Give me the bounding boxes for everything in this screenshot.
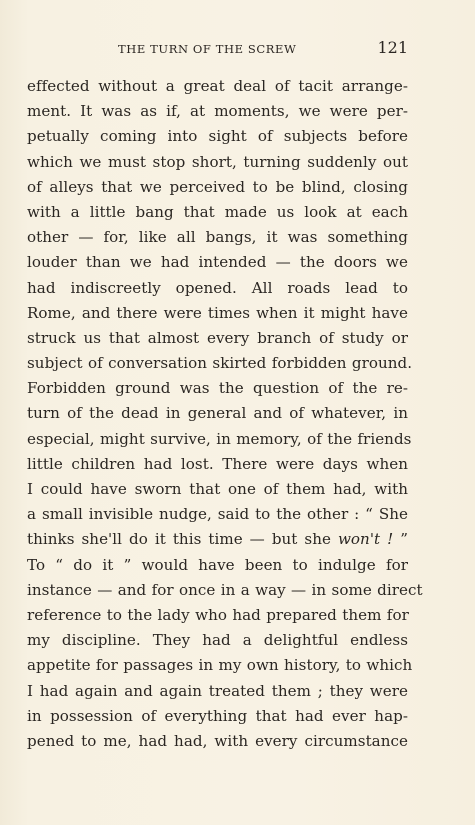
text-line: effected without a great deal of tacit arrange-: [27, 77, 408, 95]
text-line: appetite for passages in my own history, to which: [27, 656, 413, 675]
running-title: THE TURN OF THE SCREW: [118, 42, 297, 56]
text-line-with-italic: [27, 527, 408, 552]
text-line: louder than we had intended — the doors we: [27, 253, 408, 272]
body-text: [27, 74, 423, 754]
text-line: had indiscreetly opened. All roads lead to: [27, 278, 408, 297]
text-line: reference to the lady who had prepared them for: [27, 605, 409, 624]
page-number: 121: [377, 38, 408, 57]
text-line: of alleys that we perceived to be blind, closing: [27, 177, 408, 196]
text-line: which we must stop short, turning suddenly out: [27, 152, 408, 171]
italic-emphasis: won't !: [337, 530, 394, 549]
text-line: in possession of everything that had ever hap-: [27, 706, 408, 725]
text-line: Forbidden ground was the question of the re-: [27, 379, 408, 398]
running-head: [118, 38, 408, 60]
text-line: with a little bang that made us look at each: [27, 202, 408, 221]
text-line: instance — and for once in a way — in some direct: [27, 580, 423, 599]
text-line: Rome, and there were times when it might have: [27, 303, 408, 322]
text-line: To “ do it ” would have been to indulge for: [27, 555, 408, 574]
text-line: petually coming into sight of subjects before: [27, 127, 408, 146]
text-line: a small invisible nudge, said to the other : “ She: [27, 505, 408, 524]
text-line: my discipline. They had a delightful endless: [27, 631, 408, 650]
text-line: especial, might survive, in memory, of the friends: [27, 429, 412, 448]
text-line: struck us that almost every branch of study or: [27, 328, 408, 347]
text-segment: ”: [393, 530, 408, 549]
text-line: I could have sworn that one of them had, with: [27, 480, 408, 498]
text-segment: thinks she'll do it this time — but she: [27, 530, 338, 549]
text-line: I had again and again treated them ; they were: [27, 681, 408, 700]
text-line: ment. It was as if, at moments, we were per-: [27, 102, 408, 121]
text-line: pened to me, had had, with every circumstance: [27, 731, 408, 750]
text-line: little children had lost. There were days when: [27, 454, 408, 473]
text-line: subject of conversation skirted forbidden ground.: [27, 354, 413, 373]
text-line: turn of the dead in general and of whatever, in: [27, 404, 408, 423]
text-line: other — for, like all bangs, it was something: [27, 228, 408, 247]
